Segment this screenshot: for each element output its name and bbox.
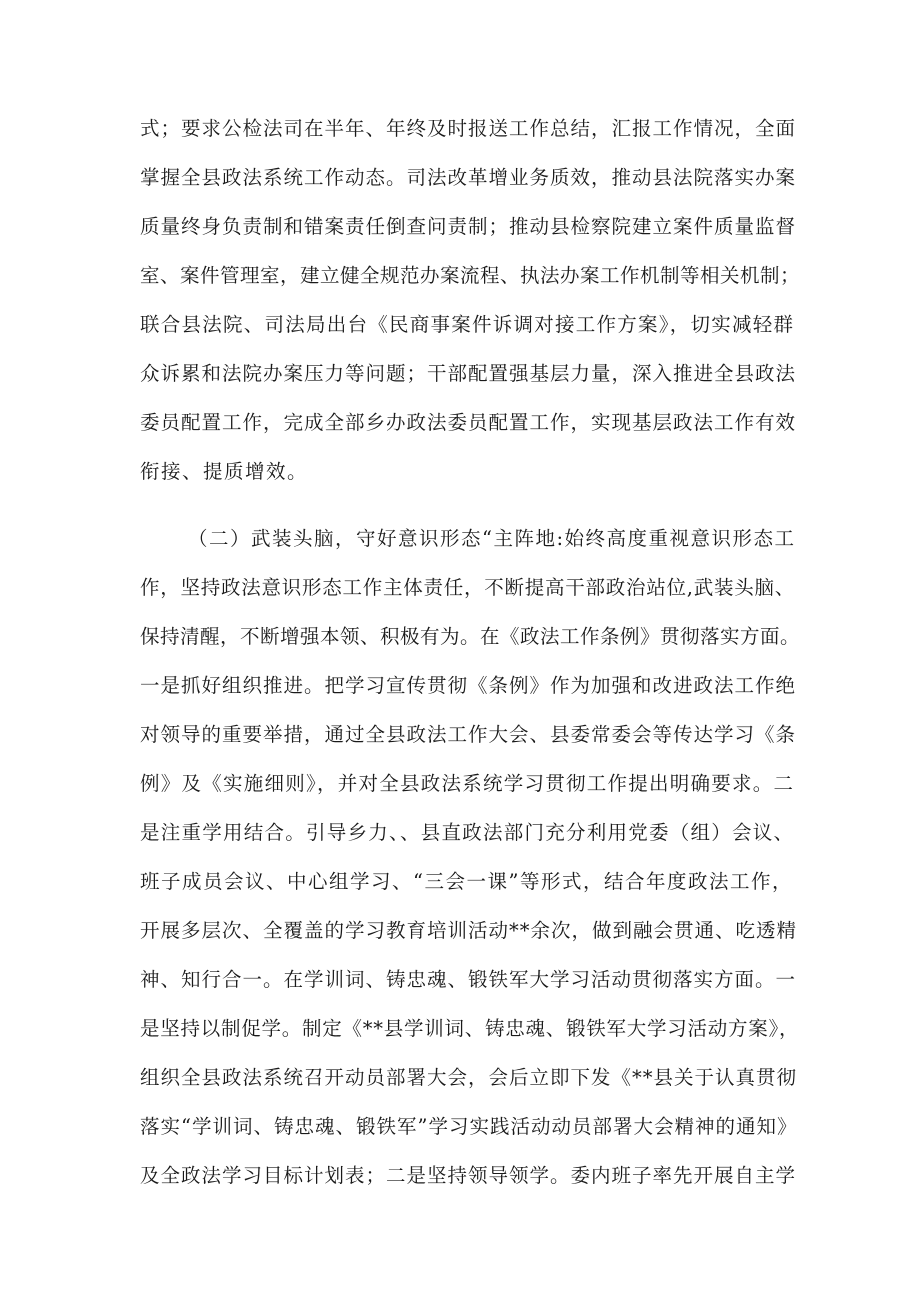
text-line: 对领导的重要举措，通过全县政法工作大会、县委常委会等传达学习《条 (140, 723, 797, 746)
text-line: 及全政法学习目标计划表；二是坚持领导领学。委内班子率先开展自主学 (140, 1164, 797, 1187)
text-line: 衔接、提质增效。 (140, 460, 309, 483)
text-line: 掌握全县政法系统工作动态。司法改革增业务质效，推动县法院落实办案 (140, 166, 797, 189)
section-heading-line: （二）武装头脑，守好意识形态“主阵地:始终高度重视意识形态工 (188, 527, 796, 550)
text-line: 联合县法院、司法局出台《民商事案件诉调对接工作方案》，切实减轻群 (140, 313, 795, 336)
text-line: 室、案件管理室，建立健全规范办案流程、执法办案工作机制等相关机制； (140, 264, 801, 287)
text-line: 是注重学用结合。引导乡力、、县直政法部门充分利用党委（组）会议、 (140, 821, 795, 844)
text-line: 众诉累和法院办案压力等问题；干部配置强基层力量，深入推进全县政法 (140, 362, 797, 385)
text-line: 例》及《实施细则》，并对全县政法系统学习贯彻工作提出明确要求。二 (140, 772, 795, 795)
text-line: 一是抓好组织推进。把学习宣传贯彻《条例》作为加强和改进政法工作绝 (140, 674, 797, 697)
text-line: 落实“学训词、铸忠魂、锻铁军”学习实践活动动员部署大会精神的通知》 (140, 1115, 798, 1138)
text-line: 作，坚持政法意识形态工作主体责任，不断提高干部政治站位,武装头脑、 (140, 576, 795, 599)
text-line: 班子成员会议、中心组学习、“三会一课”等形式，结合年度政法工作， (140, 870, 793, 893)
text-line: 保持清醒，不断增强本领、积极有为。在《政法工作条例》贯彻落实方面。 (140, 625, 801, 648)
text-line: 式；要求公检法司在半年、年终及时报送工作总结，汇报工作情况，全面 (140, 117, 797, 140)
text-line: 神、知行合一。在学训词、铸忠魂、锻铁军大学习活动贯彻落实方面。一 (140, 968, 797, 991)
text-line: 组织全县政法系统召开动员部署大会，会后立即下发《**县关于认真贯彻 (140, 1066, 798, 1089)
text-line: 开展多层次、全覆盖的学习教育培训活动**余次，做到融会贯通、吃透精 (140, 919, 798, 942)
text-line: 委员配置工作，完成全部乡办政法委员配置工作，实现基层政法工作有效 (140, 411, 797, 434)
text-line: 质量终身负责制和错案责任倒查问责制；推动县检察院建立案件质量监督 (140, 215, 797, 238)
text-line: 是坚持以制促学。制定《**县学训词、铸忠魂、锻铁军大学习活动方案》， (140, 1017, 800, 1040)
